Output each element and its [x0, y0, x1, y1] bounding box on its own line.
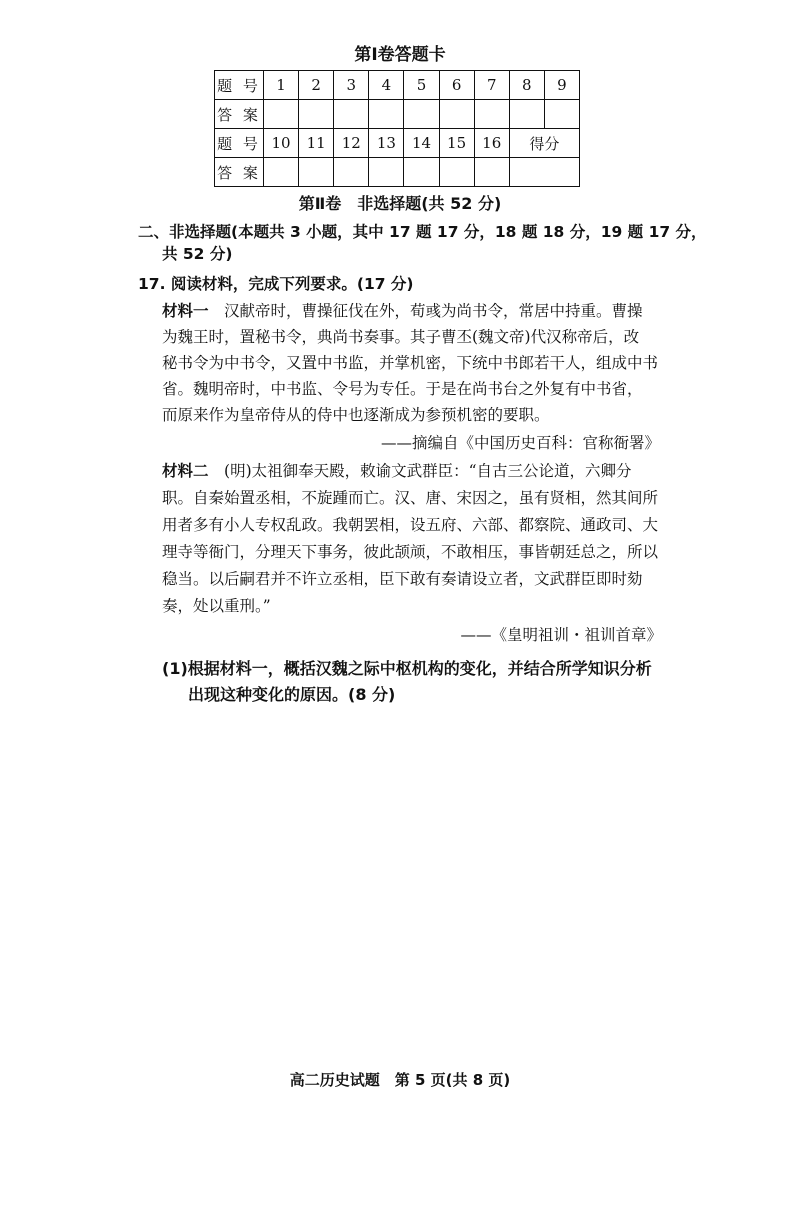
question-number: 13 [369, 129, 404, 158]
material2-line: 稳当。以后嗣君并不许立丞相，臣下敢有奏请设立者，文武群臣即时劾 [162, 570, 643, 588]
table-row [215, 129, 580, 158]
material2-line: 材料二 (明)太祖御奉天殿，敕谕文武群臣：“自古三公论道，六卿分 [162, 462, 632, 480]
answer-cell[interactable] [474, 100, 509, 129]
table-row [215, 71, 580, 100]
material2-line: 理寺等衙门，分理天下事务，彼此颉颃，不敢相压，事皆朝廷总之，所以 [162, 543, 659, 561]
answer-cell[interactable] [404, 100, 439, 129]
sub-question-1-line: 出现这种变化的原因。(8 分) [188, 685, 396, 704]
part2-intro-line: 共 52 分) [162, 245, 233, 263]
material2-source: ——《皇明祖训・祖训首章》 [460, 626, 662, 644]
answer-label: 答 案 [215, 100, 264, 129]
question-17-stem: 17. 阅读材料，完成下列要求。(17 分) [138, 275, 414, 293]
question-number: 2 [299, 71, 334, 100]
question-number: 16 [474, 129, 509, 158]
answer-card-title: 第Ⅰ卷答题卡 [354, 45, 446, 65]
question-number: 6 [439, 71, 474, 100]
question-number: 11 [299, 129, 334, 158]
question-number: 15 [439, 129, 474, 158]
question-number: 10 [264, 129, 299, 158]
answer-cell[interactable] [509, 100, 544, 129]
material1-line: 秘书令为中书令，又置中书监，并掌机密，下统中书郎若干人，组成中书 [162, 354, 659, 372]
material2-line: 用者多有小人专权乱政。我朝罢相，设五府、六部、都察院、通政司、大 [162, 516, 659, 534]
answer-cell[interactable] [264, 158, 299, 187]
question-number: 12 [334, 129, 369, 158]
question-number: 1 [264, 71, 299, 100]
material2-line: 奏，处以重刑。” [162, 597, 271, 615]
question-number: 8 [509, 71, 544, 100]
material1-line: 为魏王时，置秘书令，典尚书奏事。其子曹丕(魏文帝)代汉称帝后，改 [162, 328, 640, 346]
answer-cell[interactable] [264, 100, 299, 129]
question-number: 7 [474, 71, 509, 100]
answer-table [214, 70, 580, 187]
answer-cell[interactable] [474, 158, 509, 187]
question-number: 9 [544, 71, 579, 100]
question-number: 4 [369, 71, 404, 100]
answer-label: 答 案 [215, 158, 264, 187]
material1-line: 而原来作为皇帝侍从的侍中也逐渐成为参预机密的要职。 [162, 406, 550, 424]
material2-label: 材料二 [162, 462, 209, 480]
answer-cell[interactable] [334, 158, 369, 187]
answer-cell[interactable] [404, 158, 439, 187]
section2-title: 第Ⅱ卷 非选择题(共 52 分) [298, 194, 502, 213]
page-footer: 高二历史试题 第 5 页(共 8 页) [289, 1071, 511, 1089]
answer-cell[interactable] [299, 158, 334, 187]
question-number-label: 题 号 [215, 129, 264, 158]
question-number: 14 [404, 129, 439, 158]
material1-line: 材料一 汉献帝时，曹操征伐在外，荀彧为尚书令，常居中持重。曹操 [162, 302, 643, 320]
table-row [215, 158, 580, 187]
score-label: 得分 [509, 129, 579, 158]
material1-line: 省。魏明帝时，中书监、令号为专任。于是在尚书台之外复有中书省， [162, 380, 643, 398]
question-number: 3 [334, 71, 369, 100]
material2-line: 职。自秦始置丞相，不旋踵而亡。汉、唐、宋因之，虽有贤相，然其间所 [162, 489, 659, 507]
answer-cell[interactable] [544, 100, 579, 129]
answer-cell[interactable] [439, 100, 474, 129]
question-number: 5 [404, 71, 439, 100]
answer-cell[interactable] [369, 100, 404, 129]
question-number-label: 题 号 [215, 71, 264, 100]
answer-cell[interactable] [439, 158, 474, 187]
score-cell[interactable] [509, 158, 579, 187]
table-row [215, 100, 580, 129]
material1-source: ——摘编自《中国历史百科：官称衙署》 [380, 434, 660, 452]
answer-cell[interactable] [299, 100, 334, 129]
part2-intro-line: 二、非选择题(本题共 3 小题，其中 17 题 17 分，18 题 18 分，19 题 17 分， [138, 223, 707, 241]
sub-question-1-line: (1)根据材料一，概括汉魏之际中枢机构的变化，并结合所学知识分析 [162, 659, 652, 678]
answer-cell[interactable] [334, 100, 369, 129]
answer-cell[interactable] [369, 158, 404, 187]
material1-label: 材料一 [162, 302, 209, 320]
